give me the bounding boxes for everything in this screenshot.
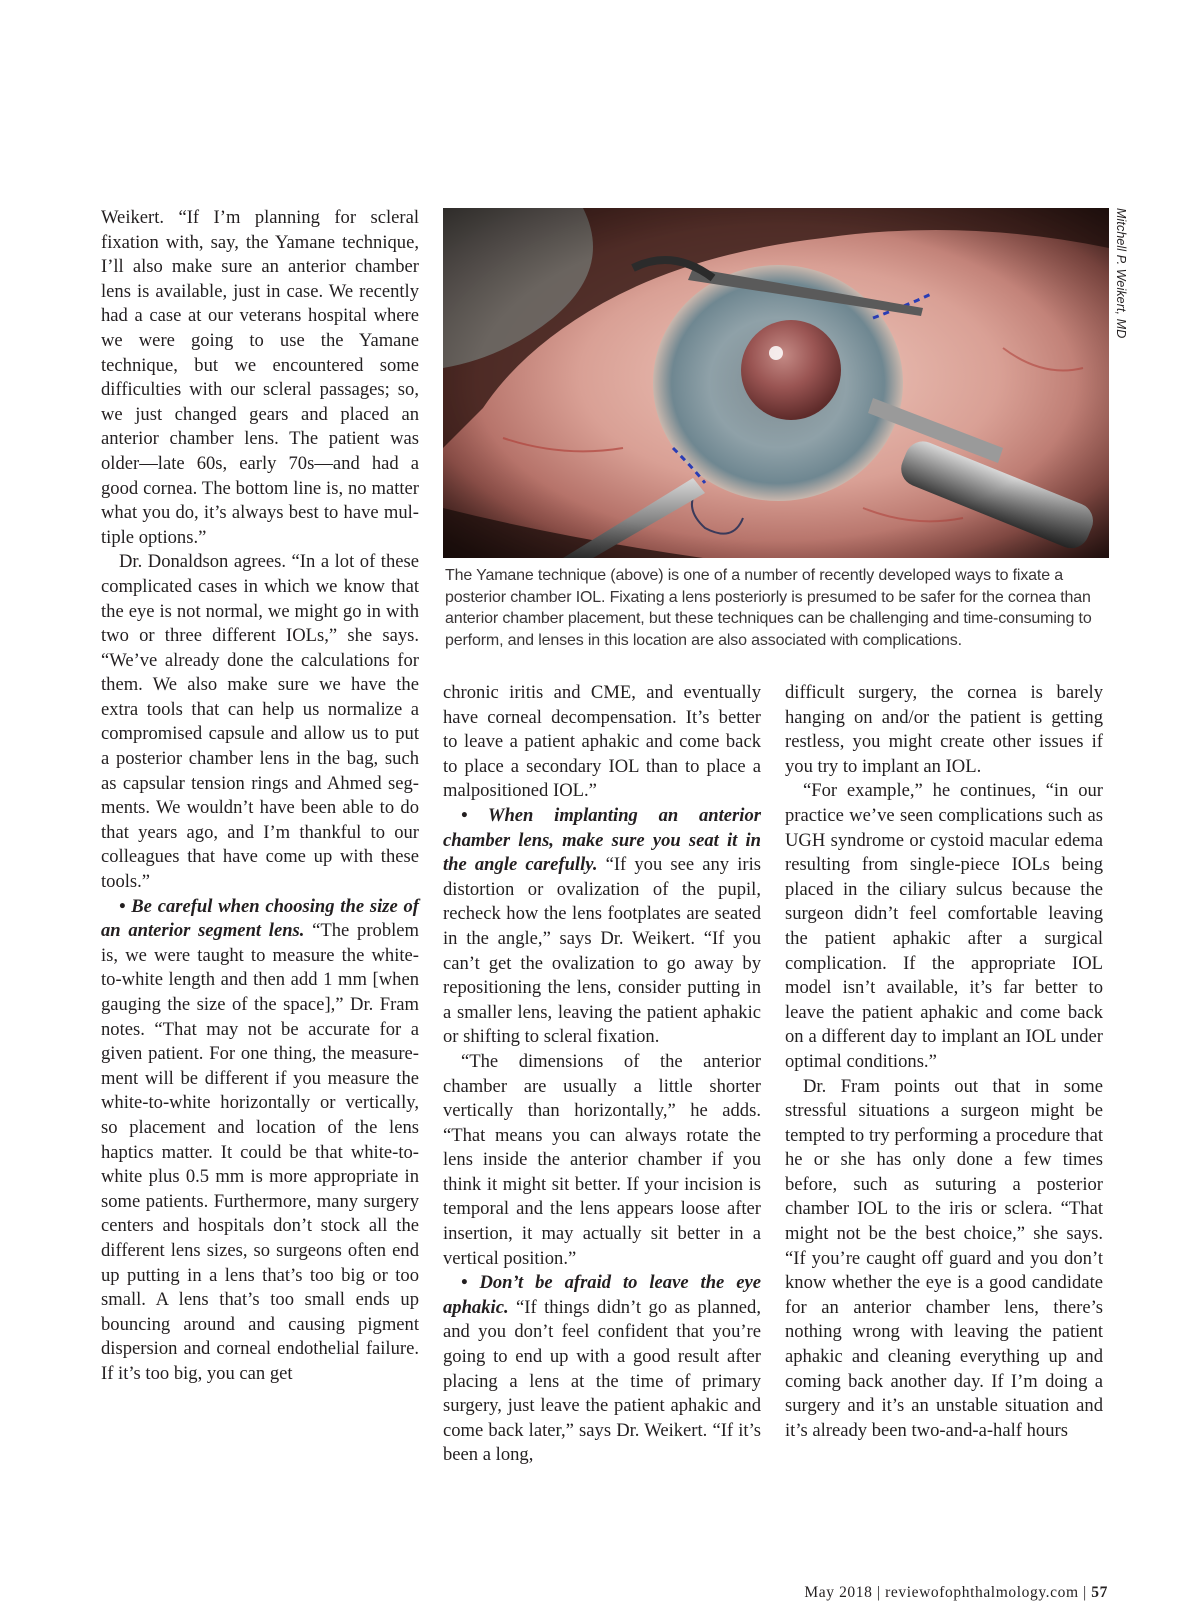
paragraph: “For example,” he continues, “in our practice we’ve seen complications such as UGH syndrome or cystoid macular edema resulting from single-piece IOLs being placed in the ciliary sulcus because the surgeon didn’t feel comfortable leaving the patient aphakic after a surgical complication. If the appropriate IOL model isn’t available, it’s far better to leave the patient aphakic and come back on a different day to implant an IOL under optimal conditions.” bbox=[785, 780, 1103, 1072]
website: reviewofophthalmology.com bbox=[885, 1584, 1079, 1601]
page-footer bbox=[804, 1584, 1108, 1602]
paragraph: “The dimensions of the anterior chamber are usually a little shorter vertically than horizontally,” he adds. “That means you can always rotate the lens inside the anterior chamber if you think it might sit better. If your incision is temporal and the lens appears loose after insertion, it may actually sit better in a vertical position.” bbox=[443, 1050, 761, 1269]
paragraph: chronic iritis and CME, and eventually have corneal decompensation. It’s better to leave a patient aphakic and come back to place a secondary IOL than to place a malpositioned IOL.” bbox=[443, 682, 761, 802]
bullet-heading: • Don’t be afraid to leave the eye aphakic. bbox=[443, 1272, 761, 1318]
paragraph-body: “If things didn’t go as planned, and you don’t feel confident that you’re going to end up with a good result after placing a lens at the time of primary surgery, just leave the patient aphakic and come back later,” says Dr. Weikert. “If it’s been a long, bbox=[443, 1296, 761, 1466]
paragraph bbox=[443, 804, 761, 1050]
paragraph bbox=[101, 895, 419, 1387]
photo-caption: The Yamane technique (above) is one of a number of recently developed ways to fixate a posterior chamber IOL. Fixating a lens posteriorly is presumed to be safer for the cornea than anterior chamber placement, but these techniques can be challenging and time-consuming to perform, and lenses in this location are also associated with complications. bbox=[445, 567, 1092, 649]
paragraph-body: “If you see any iris distortion or ovalization of the pupil, recheck how the lens footplates are seated in the angle,” says Dr. Weikert. “If you can’t get the ovalization to go away by repositioning the lens, consider putting in a smaller lens, leaving the patient aphakic or shifting to scleral fixation. bbox=[443, 854, 761, 1048]
separator: | bbox=[1078, 1584, 1092, 1601]
paragraph bbox=[443, 1271, 761, 1468]
paragraph: Dr. Donaldson agrees. “In a lot of these complicated cases in which we know that the eye is not normal, we might go in with two or three different IOLs,” she says. “We’ve already done the calculations for them. We also make sure we have the extra tools that can help us normalize a compromised capsule and allow us to put a posterior chamber lens in the bag, such as capsular tension rings and Ahmed segments. We wouldn’t have been able to do that years ago, and I’m thankful to our colleagues that have come up with these tools.” bbox=[101, 551, 419, 893]
bullet-heading: • When implanting an anterior chamber lens, make sure you seat it in the angle carefully. bbox=[443, 804, 761, 876]
bullet-heading: • Be careful when choosing the size of an anterior segment lens. bbox=[101, 895, 419, 942]
issue-date: May 2018 bbox=[804, 1584, 873, 1601]
paragraph-body: “The problem is, we were taught to measure the white-to-white length and then add 1 mm [when gauging the size of the space],” Dr. Fram notes. “That may not be accurate for a given patient. For one thing, the measurement will be different if you measure the white-to-white horizontally or vertically, so placement and location of the lens haptics matter. It could be that white-to-white plus 0.5 mm is more appropriate in some patients. Furthermore, many surgery centers and hospitals don’t stock all the different lens sizes, so surgeons often end up putting in a lens that’s too big or too small. A lens that’s too small ends up bouncing around and causing pigment dispersion and corneal endothelial failure. If it’s too big, you can get bbox=[101, 920, 419, 1384]
text-column-2 bbox=[443, 681, 761, 1468]
surgery-photo bbox=[443, 208, 1109, 558]
paragraph: Weikert. “If I’m planning for scleral fixation with, say, the Yamane technique, I’ll also make sure an anterior chamber lens is available, just in case. We recently had a case at our veterans hospital where we were going to use the Yamane technique, but we encountered some difficulties with our scleral passages; so, we just changed gears and placed an anterior chamber lens. The patient was older—late 60s, early 70s—and had a good cornea. The bottom line is, no matter what you do, it’s always best to have multiple options.” bbox=[101, 207, 419, 548]
separator: | bbox=[872, 1584, 886, 1601]
paragraph: Dr. Fram points out that in some stressful situations a surgeon might be tempted to try performing a procedure that he or she has only done a few times before, such as suturing a posterior chamber IOL to the iris or sclera. “That might not be the best choice,” she says. “If you’re caught off guard and you don’t know whether the eye is a good candidate for an anterior chamber lens, there’s nothing wrong with leaving the patient aphakic and cleaning everything up and coming back another day. If I’m doing a surgery and it’s an unstable situation and it’s already been two-and-a-half hours bbox=[785, 1075, 1103, 1441]
text-column-1 bbox=[101, 206, 419, 1387]
text-column-3 bbox=[785, 681, 1103, 1443]
page-number: 57 bbox=[1091, 1584, 1108, 1601]
photo-credit: Mitchell P. Weikert, MD bbox=[1114, 208, 1128, 339]
paragraph: difficult surgery, the cornea is barely hanging on and/or the patient is getting restless, you might create other issues if you try to implant an IOL. bbox=[785, 682, 1103, 777]
